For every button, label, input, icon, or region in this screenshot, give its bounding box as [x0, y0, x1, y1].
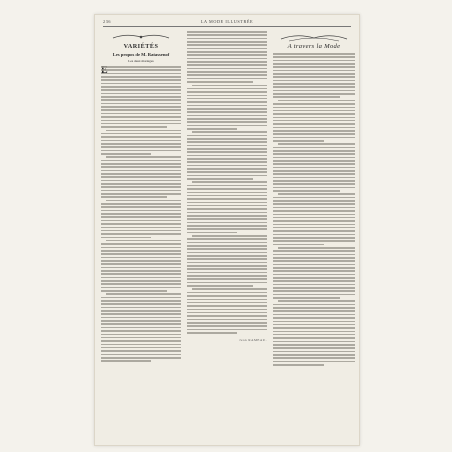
column-right — [273, 31, 355, 435]
article-body-right — [273, 53, 355, 366]
article-title: Les propos de M. Ratassenof — [112, 52, 170, 57]
article-signature: Jean RAMEAU. — [239, 337, 267, 342]
magazine-page — [94, 14, 360, 446]
header-rule — [103, 26, 351, 27]
publication-title: LA MODE ILLUSTRÉE — [200, 19, 254, 24]
ornament-icon — [111, 33, 171, 41]
section-title-mode: A travers la Mode — [287, 43, 341, 50]
page-number: 236 — [103, 19, 112, 24]
running-head — [103, 19, 351, 24]
column-middle — [187, 31, 267, 435]
article-subheading: Les deux mariages — [128, 59, 154, 63]
article-body-left — [101, 66, 181, 362]
column-left — [101, 31, 181, 435]
section-title-varietes: VARIÉTÉS — [123, 43, 159, 50]
article-body-middle — [187, 31, 267, 334]
ornament-icon — [279, 33, 349, 42]
